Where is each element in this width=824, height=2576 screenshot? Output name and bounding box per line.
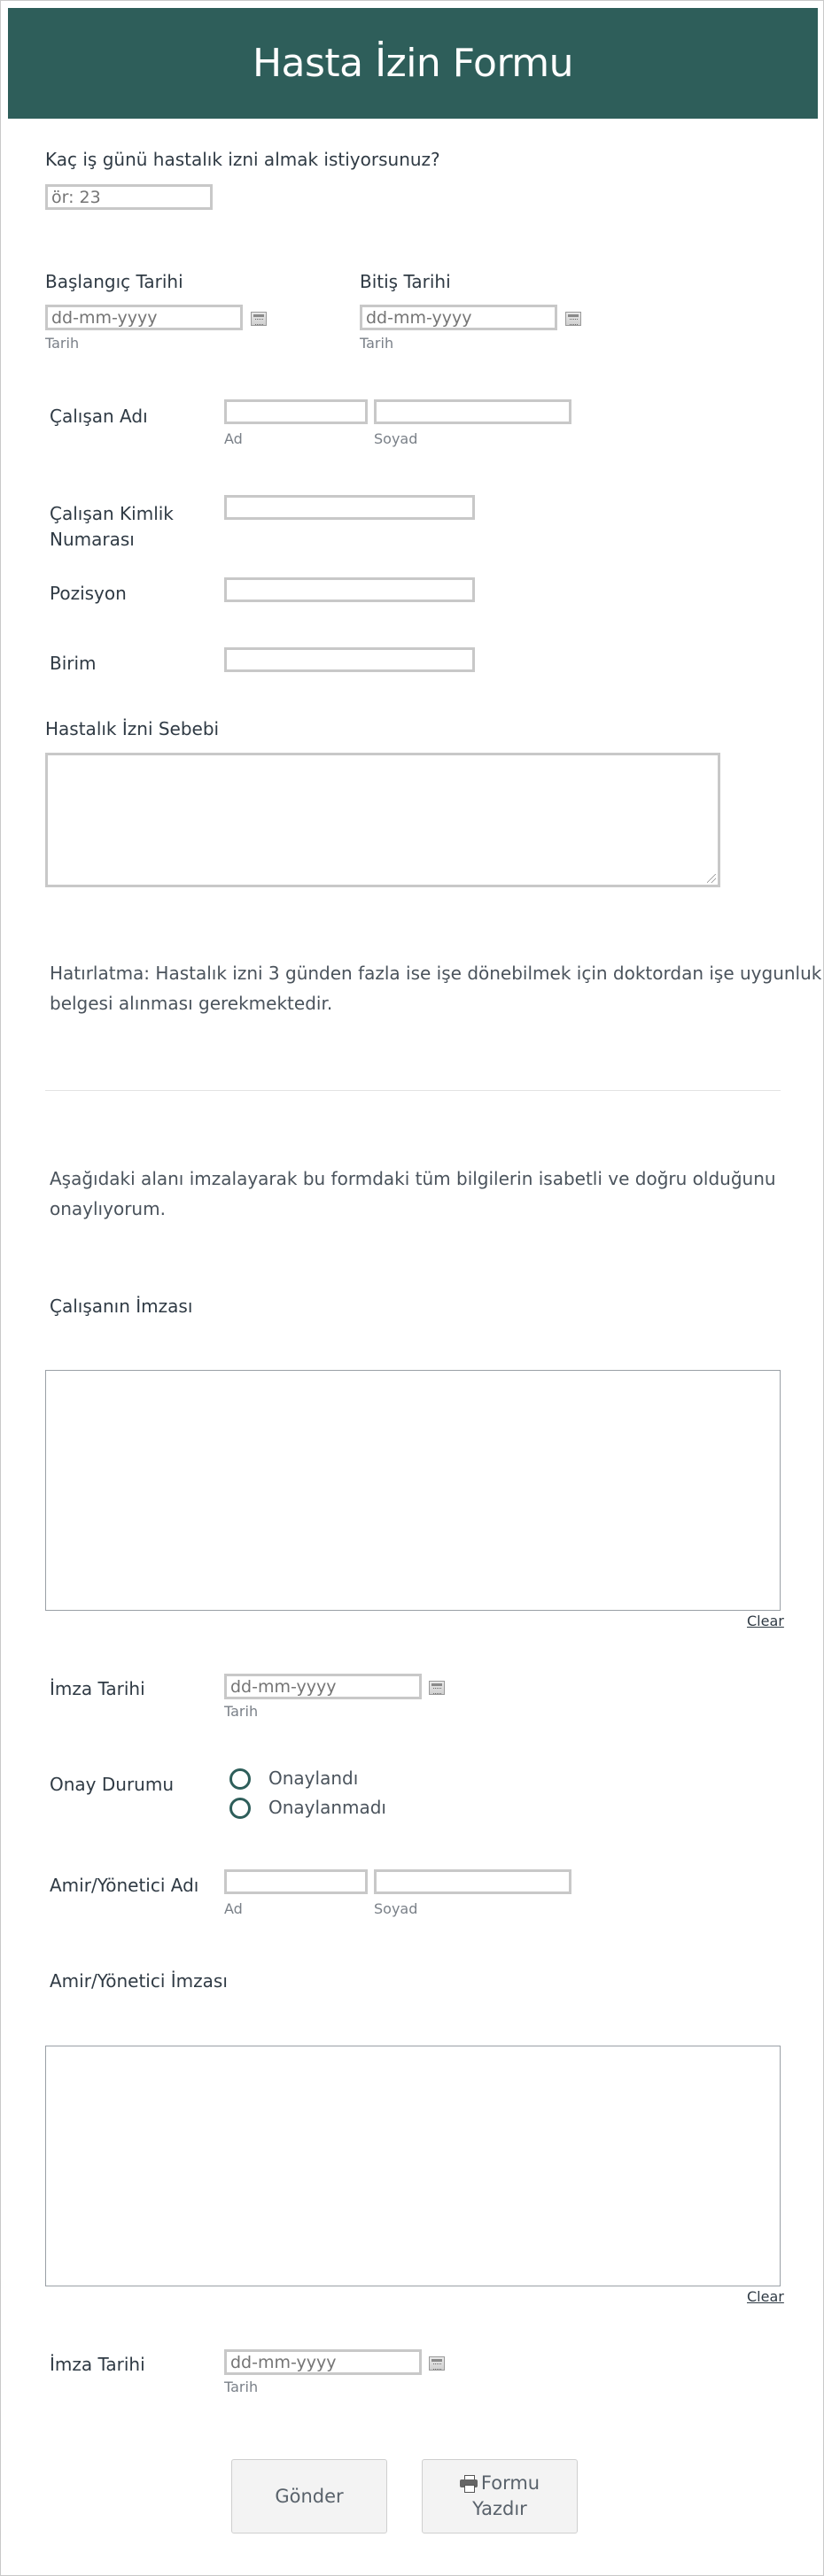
section-divider (45, 1090, 781, 1091)
confirmation-text (50, 1164, 776, 1224)
reminder-line1: Hatırlatma: Hastalık izni 3 günden fazla ise işe dönebilmek için doktordan işe uygunluk (50, 963, 822, 984)
employee-first-name-input[interactable] (224, 399, 368, 424)
days-label: Kaç iş günü hastalık izni almak istiyorsunuz? (45, 149, 440, 170)
department-label: Birim (50, 653, 97, 674)
manager-signature-label: Amir/Yönetici İmzası (50, 1970, 228, 1992)
manager-last-name-sublabel: Soyad (374, 1900, 418, 1917)
position-input[interactable] (224, 577, 475, 602)
start-date-label: Başlangıç Tarihi (45, 271, 183, 292)
radio-approved-label[interactable]: Onaylandı (268, 1768, 359, 1789)
calendar-icon[interactable] (565, 312, 581, 326)
employee-last-name-sublabel: Soyad (374, 430, 418, 447)
employee-last-name-input[interactable] (374, 399, 571, 424)
resize-grip-icon[interactable] (707, 874, 716, 883)
calendar-icon[interactable] (429, 2356, 445, 2371)
radio-not-approved-label[interactable]: Onaylanmadı (268, 1797, 386, 1818)
calendar-icon[interactable] (251, 312, 267, 326)
employee-id-label-line1: Çalışan Kimlik (50, 503, 174, 524)
start-date-sublabel: Tarih (45, 335, 80, 352)
reason-label: Hastalık İzni Sebebi (45, 718, 220, 739)
position-label: Pozisyon (50, 583, 127, 604)
form-title: Hasta İzin Formu (252, 41, 574, 86)
end-date-label: Bitiş Tarihi (360, 271, 451, 292)
confirmation-line1: Aşağıdaki alanı imzalayarak bu formdaki tüm bilgilerin isabetli ve doğru olduğunu (50, 1168, 776, 1189)
form-header (8, 8, 818, 119)
reminder-line2: belgesi alınması gerekmektedir. (50, 993, 333, 1014)
print-button[interactable] (422, 2459, 578, 2533)
reminder-text (50, 958, 821, 1018)
manager-first-name-sublabel: Ad (224, 1900, 243, 1917)
employee-first-name-sublabel: Ad (224, 430, 243, 447)
days-input[interactable] (45, 184, 213, 210)
reason-textarea[interactable] (45, 753, 720, 887)
employee-name-label: Çalışan Adı (50, 406, 148, 427)
printer-icon (460, 2475, 478, 2491)
manager-signature-pad[interactable] (45, 2046, 781, 2286)
print-button-label-line2: Yazdır (472, 2498, 527, 2519)
calendar-icon[interactable] (429, 1681, 445, 1695)
radio-not-approved[interactable] (229, 1798, 251, 1819)
submit-button[interactable]: Gönder (231, 2459, 387, 2533)
manager-name-label: Amir/Yönetici Adı (50, 1875, 199, 1896)
end-date-sublabel: Tarih (360, 335, 394, 352)
manager-signature-date-label: İmza Tarihi (50, 2354, 145, 2375)
print-button-label-line1: Formu (480, 2472, 540, 2494)
approval-status-label: Onay Durumu (50, 1774, 174, 1795)
manager-signature-date-sublabel: Tarih (224, 2379, 259, 2395)
manager-signature-clear-link[interactable]: Clear (747, 2288, 784, 2305)
employee-signature-clear-link[interactable]: Clear (747, 1613, 784, 1629)
employee-signature-pad[interactable] (45, 1370, 781, 1611)
end-date-input[interactable] (360, 305, 557, 330)
signature-date-sublabel: Tarih (224, 1703, 259, 1720)
manager-first-name-input[interactable] (224, 1869, 368, 1894)
signature-date-input[interactable] (224, 1674, 422, 1699)
employee-signature-label: Çalışanın İmzası (50, 1296, 193, 1317)
employee-id-label (50, 501, 174, 553)
signature-date-label: İmza Tarihi (50, 1678, 145, 1699)
department-input[interactable] (224, 647, 475, 672)
print-button-line1 (460, 2471, 540, 2496)
confirmation-line2: onaylıyorum. (50, 1198, 166, 1219)
manager-signature-date-input[interactable] (224, 2349, 422, 2375)
print-button-content (460, 2471, 540, 2522)
start-date-input[interactable] (45, 305, 243, 330)
radio-approved[interactable] (229, 1768, 251, 1790)
employee-id-label-line2: Numarası (50, 529, 135, 550)
manager-last-name-input[interactable] (374, 1869, 571, 1894)
employee-id-input[interactable] (224, 495, 475, 520)
